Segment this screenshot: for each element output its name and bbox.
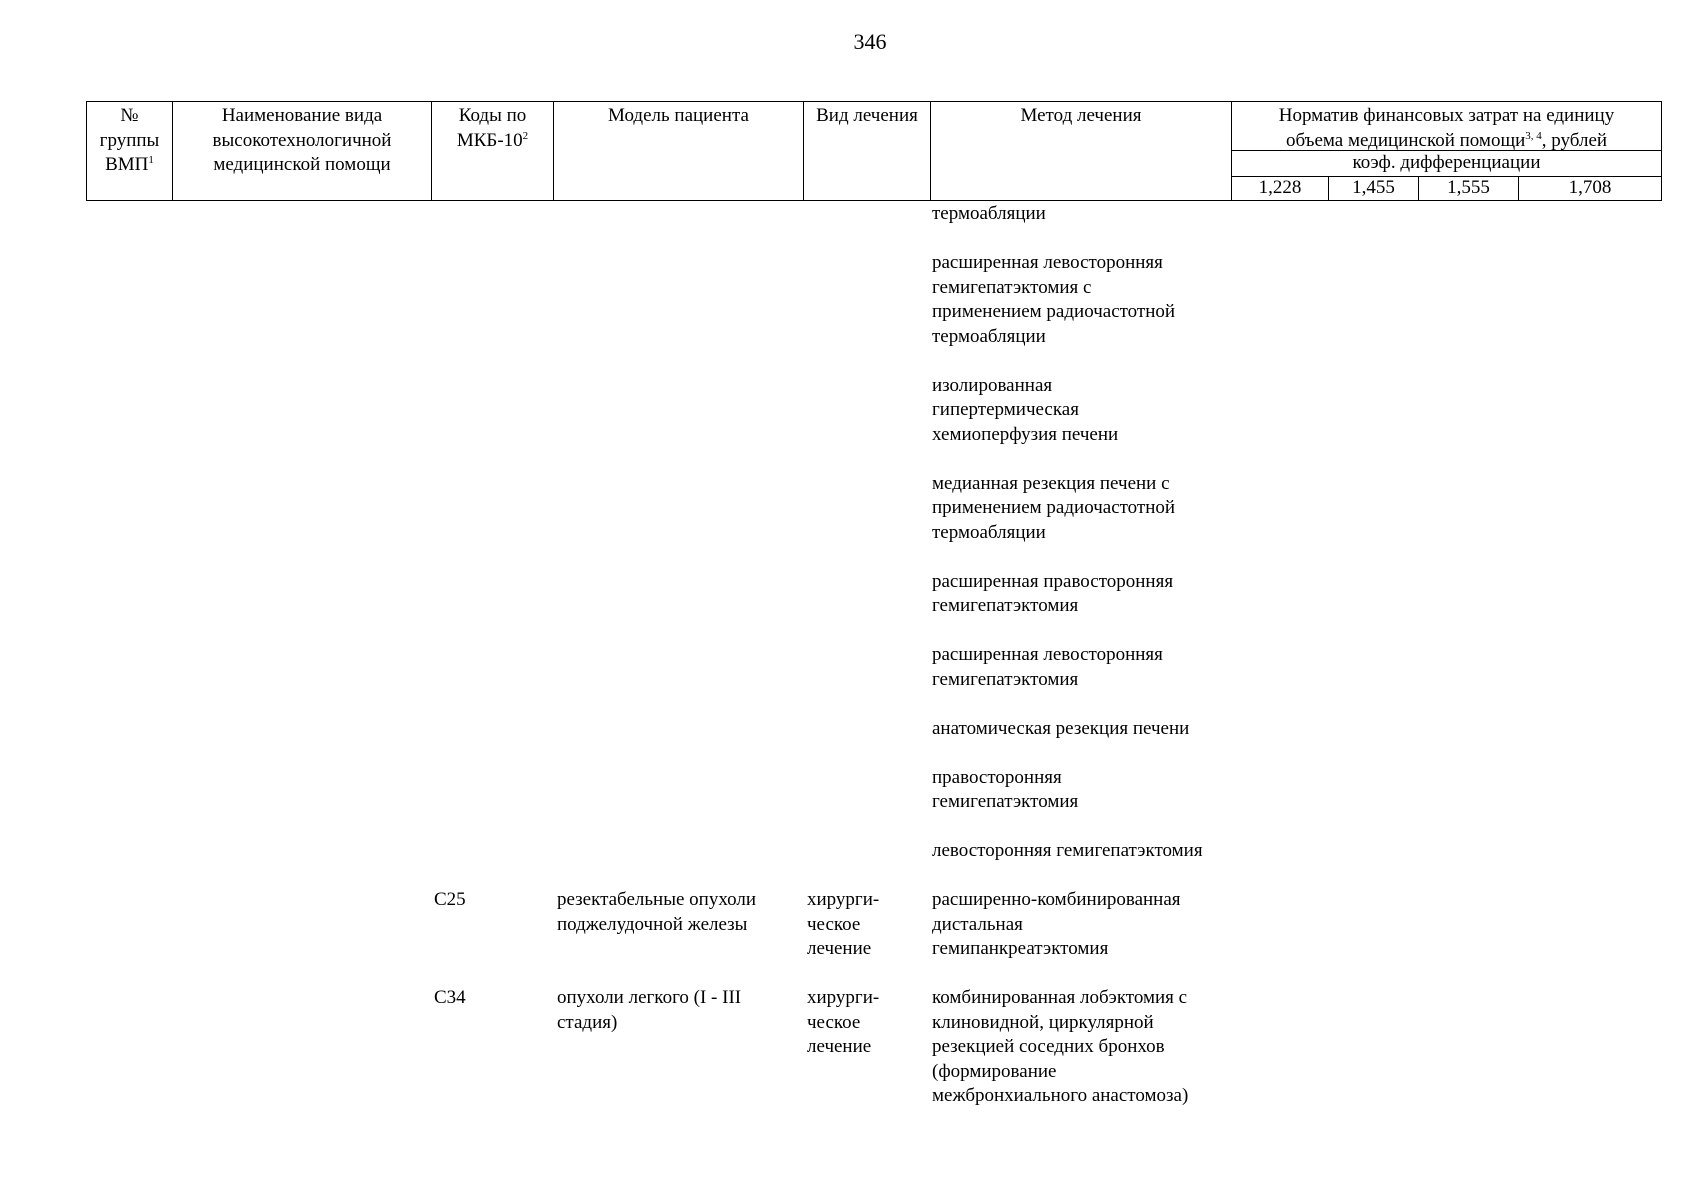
method-line: расширенная правосторонняя: [932, 570, 1174, 592]
method-line: левосторонняя гемигепатэктомия: [932, 840, 1203, 861]
coef-value: 1,455: [1329, 177, 1419, 200]
header-text: Метод лечения: [1020, 105, 1142, 126]
header-text: Коды по: [458, 105, 527, 126]
model-line: резектабельные опухоли: [557, 889, 757, 910]
treatment-line: ческое: [807, 913, 861, 935]
header-text: Вид лечения: [816, 105, 918, 126]
method-line: межбронхиального анастомоза): [932, 1085, 1189, 1106]
method-line: клиновидной, циркулярной: [932, 1011, 1154, 1033]
header-text: №: [120, 105, 139, 126]
model-line: поджелудочной железы: [557, 913, 748, 935]
treatment-method: [932, 888, 1232, 962]
header-icd-codes: [432, 102, 554, 200]
treatment-line: ческое: [807, 1011, 861, 1033]
method-item: [932, 570, 1232, 619]
header-text: Наименование вида: [221, 105, 383, 126]
method-line: применением радиочастотной: [932, 497, 1176, 518]
method-line: термоабляции: [932, 203, 1046, 224]
method-line: комбинированная лобэктомия с: [932, 987, 1188, 1008]
coef-value: 1,228: [1232, 177, 1329, 200]
method-line: резекцией соседних бронхов: [932, 1036, 1165, 1057]
method-item: [932, 643, 1232, 692]
method-line: гемипанкреатэктомия: [932, 938, 1109, 959]
method-line: изолированная: [932, 374, 1053, 396]
method-line: гемигепатэктомия с: [932, 276, 1092, 298]
coef-value: 1,708: [1568, 177, 1612, 198]
header-text: ВМП$^1$: [105, 154, 154, 175]
model-line: опухоли легкого (I - III: [557, 987, 742, 1008]
patient-model: [557, 888, 797, 937]
treatment-type: [807, 986, 927, 1060]
method-item: [932, 374, 1232, 448]
method-line: расширенно-комбинированная: [932, 889, 1181, 910]
header-text: медицинской помощи: [213, 154, 391, 175]
methods-continued: [932, 202, 1232, 888]
method-line: гемигепатэктомия: [932, 791, 1079, 812]
treatment-line: хирурги-: [807, 987, 880, 1008]
method-line: термоабляции: [932, 521, 1046, 543]
header-text: Модель пациента: [608, 105, 749, 126]
header-patient-model: [554, 102, 804, 200]
table-header: [86, 101, 1662, 201]
method-line: гемигепатэктомия: [932, 595, 1079, 616]
method-line: анатомическая резекция печени: [932, 717, 1190, 739]
page-number: 346: [853, 29, 887, 54]
method-line: расширенная левосторонняя: [932, 252, 1163, 273]
method-line: хемиоперфузия печени: [932, 423, 1119, 445]
header-text: группы: [99, 129, 160, 151]
norm-title: [1232, 102, 1661, 151]
method-item: [932, 766, 1232, 815]
header-text: объема медицинской помощи$^{3, 4}$, рублей: [1285, 129, 1608, 151]
coef-row: [1232, 177, 1661, 200]
header-care-type: [173, 102, 432, 200]
treatment-line: хирурги-: [807, 889, 880, 910]
method-line: медианная резекция печени с: [932, 472, 1170, 494]
icd-code: C34: [434, 987, 466, 1008]
method-line: дистальная: [932, 913, 1023, 935]
header-group-number: [87, 102, 173, 200]
method-item: [932, 251, 1232, 349]
method-line: гемигепатэктомия: [932, 668, 1079, 690]
method-line: расширенная левосторонняя: [932, 644, 1163, 665]
method-item: [932, 839, 1232, 864]
coef-value: 1,555: [1419, 177, 1519, 200]
header-cost-norm: [1232, 102, 1661, 200]
header-treatment-method: [931, 102, 1232, 200]
method-line: термоабляции: [932, 325, 1046, 347]
header-text: МКБ-$10^2$: [456, 129, 529, 151]
method-line: гипертермическая: [932, 399, 1079, 420]
coef-label: коэф. дифференциации: [1232, 151, 1661, 177]
method-item: [932, 472, 1232, 546]
treatment-line: лечение: [807, 1036, 872, 1057]
icd-code: C25: [434, 889, 466, 910]
method-line: (формирование: [932, 1060, 1057, 1082]
treatment-type: [807, 888, 927, 962]
header-treatment-type: [804, 102, 931, 200]
treatment-line: лечение: [807, 938, 872, 959]
patient-model: [557, 986, 797, 1035]
method-line: применением радиочастотной: [932, 301, 1176, 322]
treatment-method: [932, 986, 1232, 1109]
method-item: [932, 202, 1232, 227]
header-text: Норматив финансовых затрат на единицу: [1278, 105, 1615, 126]
header-text: высокотехнологичной: [212, 129, 392, 151]
method-item: [932, 717, 1232, 742]
method-line: правосторонняя: [932, 766, 1062, 788]
model-line: стадия): [557, 1011, 618, 1033]
